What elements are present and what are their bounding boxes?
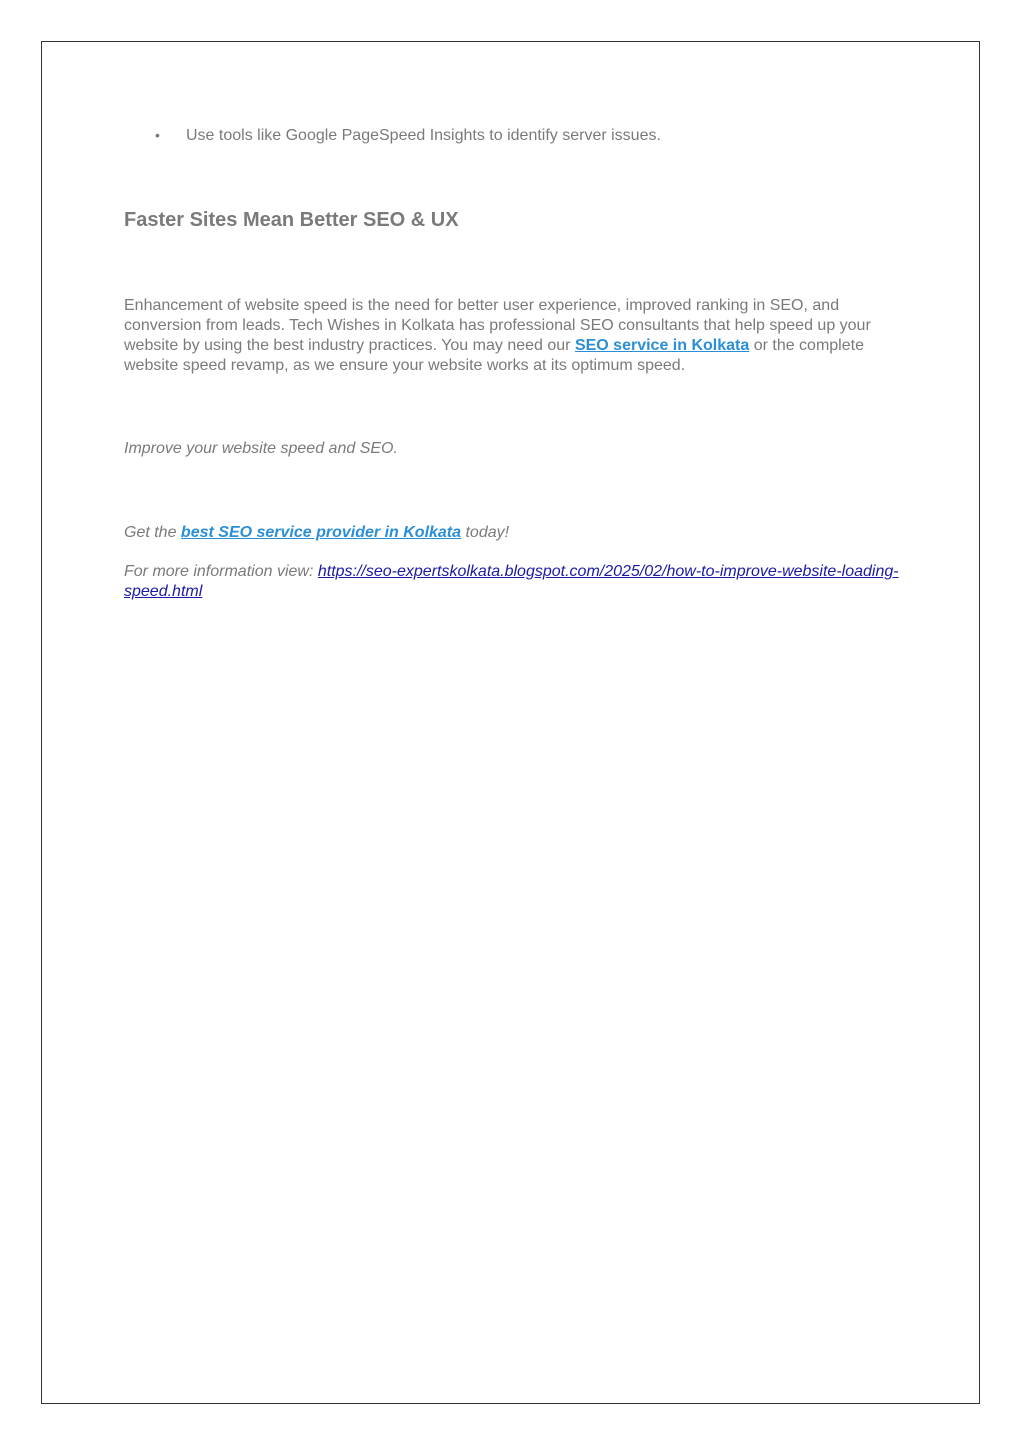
paragraph-text-before-link: Enhancement of website speed is the need for better user experience, improved ranking in SEO, and conversion from leads. Tech Wishes in Kolkata has professional SEO consultants that help speed up your website by using the best industry practices. You may need our [124, 297, 871, 354]
source-url-link[interactable]: https://seo-expertskolkata.blogspot.com/2025/02/how-to-improve-website-loading-speed.html [124, 563, 899, 600]
bullet-text: Use tools like Google PageSpeed Insights to identify server issues. [186, 127, 661, 144]
section-heading: Faster Sites Mean Better SEO & UX [124, 209, 459, 231]
bullet-item [155, 125, 661, 146]
seo-service-link[interactable]: SEO service in Kolkata [574, 337, 750, 354]
bullet-icon: • [155, 127, 160, 143]
page-frame [41, 41, 980, 1404]
tagline: Improve your website speed and SEO. [124, 440, 398, 457]
paragraph-text-after-link: or the complete website speed revamp, as we ensure your website works at its optimum speed. [124, 337, 864, 374]
more-info-label: For more information view: [124, 563, 318, 580]
body-paragraph [124, 296, 904, 376]
best-seo-provider-link[interactable]: best SEO service provider in Kolkata [180, 524, 462, 541]
cta-prefix: Get the [124, 524, 181, 541]
cta-line [124, 523, 509, 543]
cta-suffix: today! [461, 524, 510, 541]
more-info-line [124, 562, 914, 602]
